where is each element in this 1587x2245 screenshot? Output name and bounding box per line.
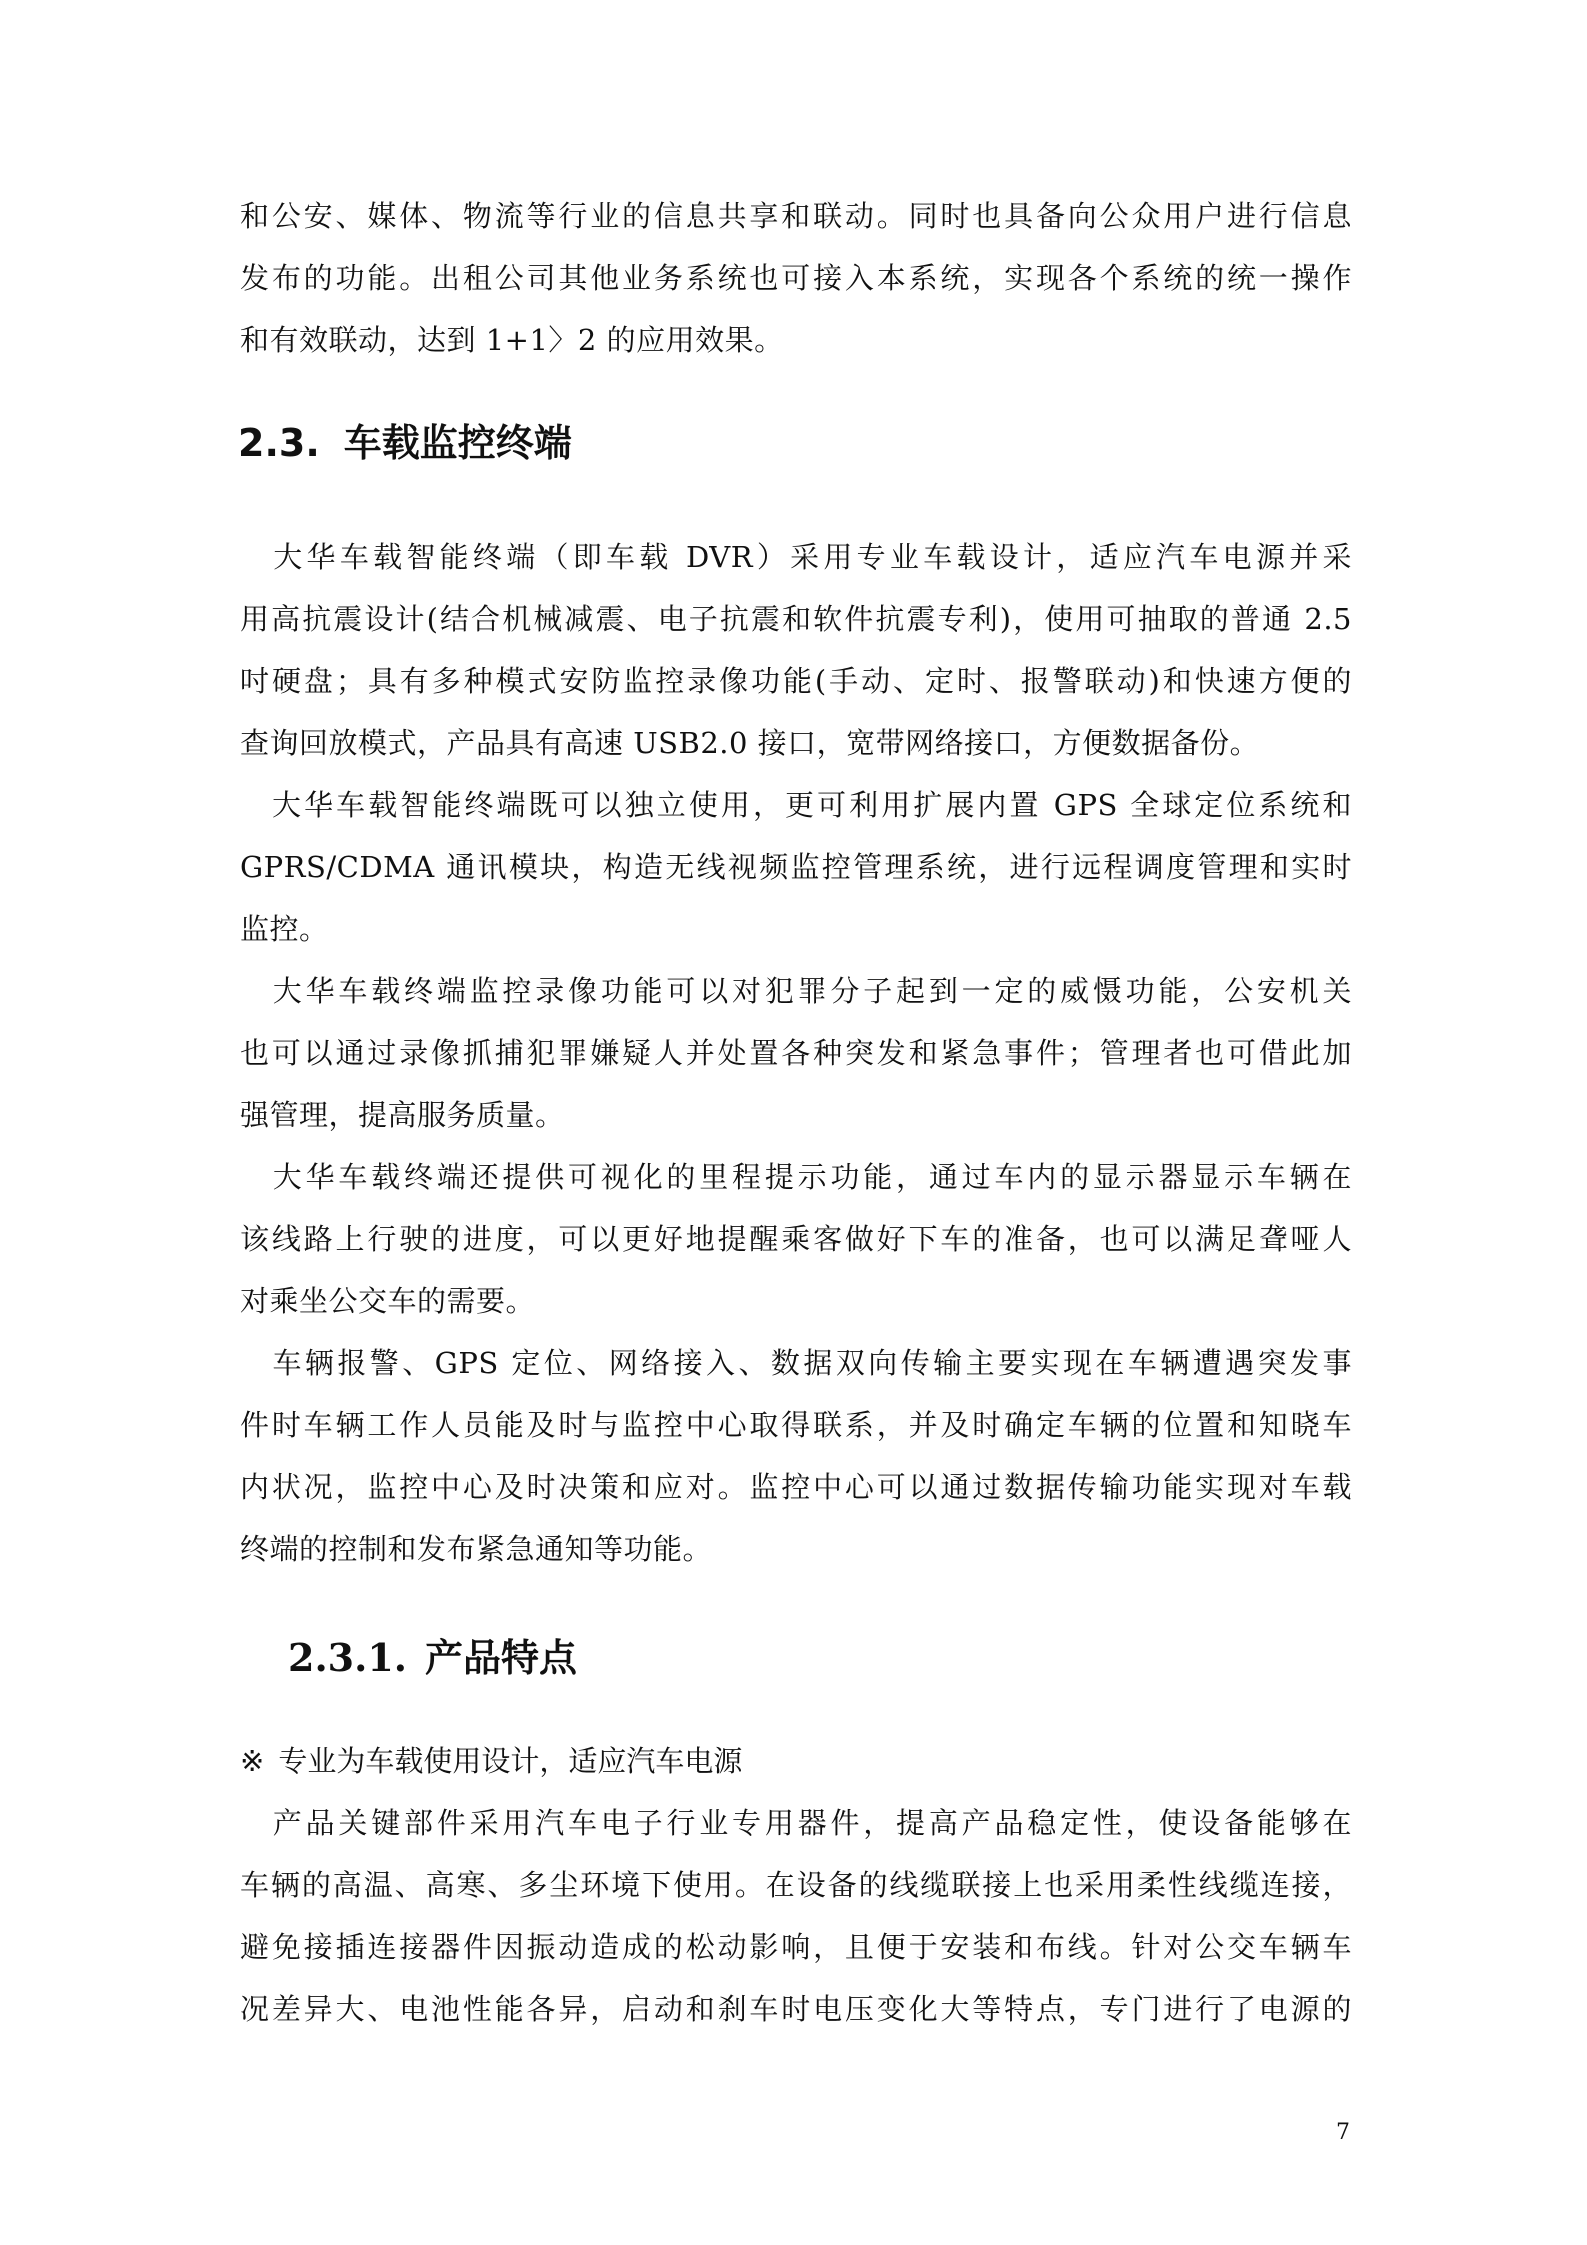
text-line: 也可以通过录像抓捕犯罪嫌疑人并处置各种突发和紧急事件；管理者也可借此加 [240, 1036, 1352, 1070]
section-title: 车载监控终端 [343, 421, 572, 465]
text-line: 和公安、媒体、物流等行业的信息共享和联动。同时也具备向公众用户进行信息 [240, 199, 1352, 233]
section-heading-2-3-1 [288, 1633, 577, 1683]
text-line: 避免接插连接器件因振动造成的松动影响，且便于安装和布线。针对公交车辆车 [240, 1930, 1352, 1964]
feature-heading [240, 1741, 742, 1781]
section-heading-2-3 [238, 418, 572, 468]
text-line: 对乘坐公交车的需要。 [240, 1284, 536, 1318]
feature-heading-text: 专业为车载使用设计，适应汽车电源 [278, 1744, 743, 1778]
text-line: 大华车载智能终端既可以独立使用，更可利用扩展内置 GPS 全球定位系统和 [240, 788, 1352, 822]
page-number: 7 [1336, 2120, 1350, 2145]
text-line: 该线路上行驶的进度，可以更好地提醒乘客做好下车的准备，也可以满足聋哑人 [240, 1222, 1352, 1256]
text-line: 况差异大、电池性能各异，启动和刹车时电压变化大等特点，专门进行了电源的 [240, 1992, 1352, 2026]
section-number: 2.3. [238, 421, 320, 465]
reference-mark-icon: ※ [240, 1744, 265, 1778]
text-line: 和有效联动，达到 1+1〉2 的应用效果。 [240, 323, 784, 357]
text-line: 件时车辆工作人员能及时与监控中心取得联系，并及时确定车辆的位置和知晓车 [240, 1408, 1352, 1442]
text-line: 大华车载终端监控录像功能可以对犯罪分子起到一定的威慑功能，公安机关 [240, 974, 1352, 1008]
text-line: 监控。 [240, 912, 329, 946]
text-line: 用高抗震设计(结合机械减震、电子抗震和软件抗震专利)，使用可抽取的普通 2.5 [240, 602, 1352, 636]
text-line: 大华车载终端还提供可视化的里程提示功能，通过车内的显示器显示车辆在 [240, 1160, 1352, 1194]
text-line: 产品关键部件采用汽车电子行业专用器件，提高产品稳定性，使设备能够在 [240, 1806, 1352, 1840]
section-number: 2.3.1. [288, 1635, 408, 1680]
text-line: 大华车载智能终端（即车载 DVR）采用专业车载设计，适应汽车电源并采 [240, 540, 1352, 574]
text-line: 车辆报警、GPS 定位、网络接入、数据双向传输主要实现在车辆遭遇突发事 [240, 1346, 1352, 1380]
text-line: 终端的控制和发布紧急通知等功能。 [240, 1532, 713, 1566]
text-line: 吋硬盘；具有多种模式安防监控录像功能(手动、定时、报警联动)和快速方便的 [240, 664, 1352, 698]
section-title: 产品特点 [425, 1635, 578, 1680]
text-line: 强管理，提高服务质量。 [240, 1098, 565, 1132]
text-line: 车辆的高温、高寒、多尘环境下使用。在设备的线缆联接上也采用柔性线缆连接， [240, 1868, 1352, 1902]
text-line: GPRS/CDMA 通讯模块，构造无线视频监控管理系统，进行远程调度管理和实时 [240, 850, 1352, 884]
text-line: 发布的功能。出租公司其他业务系统也可接入本系统，实现各个系统的统一操作 [240, 261, 1352, 295]
text-line: 内状况，监控中心及时决策和应对。监控中心可以通过数据传输功能实现对车载 [240, 1470, 1352, 1504]
text-line: 查询回放模式，产品具有高速 USB2.0 接口，宽带网络接口，方便数据备份。 [240, 726, 1260, 760]
